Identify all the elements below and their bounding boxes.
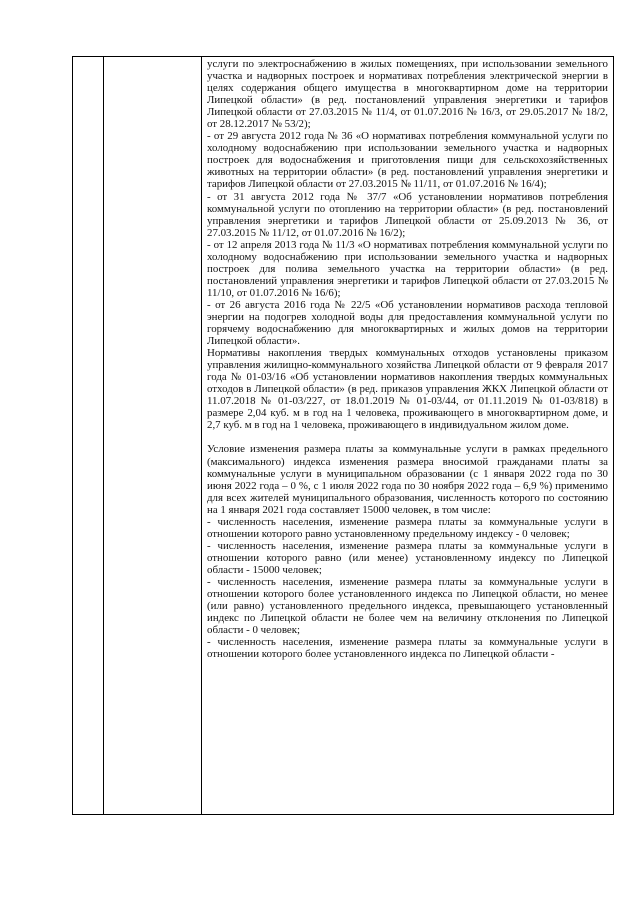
- table-column-content: [202, 57, 613, 814]
- paragraph: Условие изменения размера платы за коммунальные услуги в рамках предельного (максимального) индекса изменения размера вносимой гражданами платы за коммунальные услуги в муниципальном образовании (с 1 января 2022 года по 30 июня 2022 года – 0 %, с 1 июля 2022 года по 30 ноября 2022 года – 6,9 %) применимо для всех жителей муниципального образования, численность которого по состоянию на 1 января 2021 года составляет 15000 человек, в том числе:: [207, 443, 608, 516]
- table-column-title: [103, 57, 202, 814]
- paragraph: - численность населения, изменение размера платы за коммунальные услуги в отношении которого равно установленному предельному индексу - 0 человек;: [207, 515, 608, 540]
- document-table: [72, 56, 614, 815]
- paragraph: - от 26 августа 2016 года № 22/5 «Об установлении нормативов расхода тепловой энергии на подогрев холодной воды для предоставления коммунальной услуги по горячему водоснабжению для многоквартирных и жилых домов на территории Липецкой области».: [207, 298, 608, 348]
- paragraph: Нормативы накопления твердых коммунальных отходов установлены приказом управления жилищно-коммунального хозяйства Липецкой области от 9 февраля 2017 года № 01-03/16 «Об установлении нормативов накопления твердых коммунальных отходов в Липецкой области» (в ред. приказов управления ЖКХ Липецкой области от 11.07.2018 № 01-03/227, от 18.01.2019 № 01-03/44, от 01.11.2019 № 01-03/818) в размере 2,04 куб. м в год на 1 человека, проживающего в многоквартирном доме, и 2,7 куб. м в год на 1 человека, проживающего в индивидуальном жилом доме.: [207, 347, 608, 432]
- paragraph: - от 12 апреля 2013 года № 11/3 «О нормативах потребления коммунальной услуги по холодному водоснабжению при использовании земельного участка и надворных построек для полива земельного участка на территории области» (в ред. постановлений управления энергетики и тарифов Липецкой области от 27.03.2015 № 11/10, от 01.07.2016 № 16/6);: [207, 238, 608, 299]
- paragraph: - численность населения, изменение размера платы за коммунальные услуги в отношении которого более установленного индекса по Липецкой области, но менее (или равно) установленного предельного индекса, превышающего установленный индекс по Липецкой области не более чем на величину отклонения по Липецкой области - 0 человек;: [207, 575, 608, 637]
- paragraph: - от 29 августа 2012 года № 36 «О нормативах потребления коммунальной услуги по холодному водоснабжению при использовании земельного участка и надворных построек для водоснабжения и приготовления пищи для сельскохозяйственных животных на территории области» (в ред. постановлений управления энергетики и тарифов Липецкой области от 27.03.2015 № 11/11, от 01.07.2016 № 16/4);: [207, 130, 608, 191]
- paragraph: - от 31 августа 2012 года № 37/7 «Об установлении нормативов потребления коммунальной услуги по отоплению на территории области» (в ред. постановлений управления энергетики и тарифов Липецкой области от 25.09.2013 № 36, от 27.03.2015 № 11/12, от 01.07.2016 № 16/2);: [207, 190, 608, 239]
- table-column-number: [73, 57, 104, 814]
- paragraph: - численность населения, изменение размера платы за коммунальные услуги в отношении которого равно (или менее) установленному индексу по Липецкой области - 15000 человек;: [207, 539, 608, 576]
- paragraph: - численность населения, изменение размера платы за коммунальные услуги в отношении которого более установленного индекса по Липецкой области -: [207, 636, 608, 661]
- paragraph: услуги по электроснабжению в жилых помещениях, при использовании земельного участка и надворных построек и нормативах потребления электрической энергии в целях содержания общего имущества в многоквартирном доме на территории Липецкой области» (в ред. постановлений управления энергетики и тарифов Липецкой области от 27.03.2015 № 11/4, от 01.07.2016 № 16/3, от 29.05.2017 № 18/2, от 28.12.2017 № 53/2);: [207, 58, 608, 131]
